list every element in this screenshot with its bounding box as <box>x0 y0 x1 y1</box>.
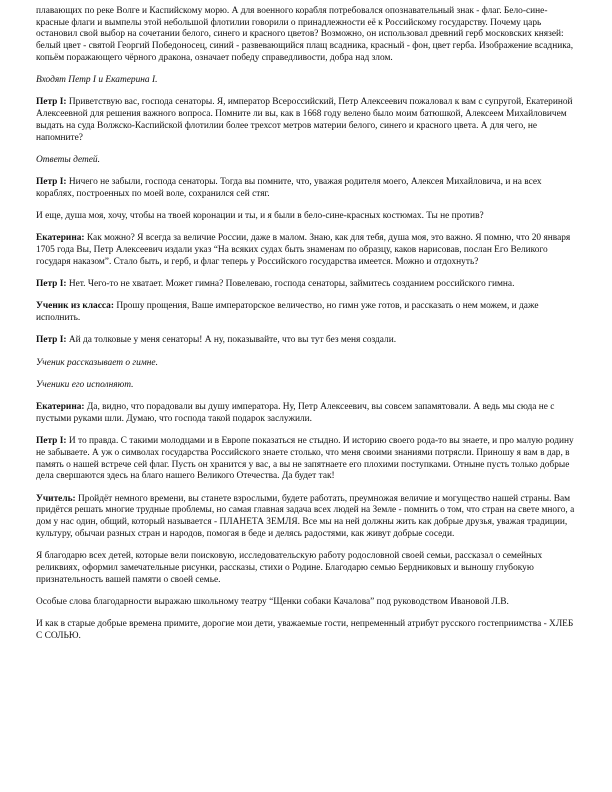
speech-paragraph <box>36 436 576 483</box>
speaker-name: Ученик из класса: <box>36 301 114 312</box>
stage-direction: Входят Петр I и Екатерина I. <box>36 75 158 86</box>
speaker-name: Петр I: <box>36 177 67 188</box>
speaker-name: Петр I: <box>36 97 67 108</box>
speech-text: Пройдёт немного времени, вы станете взрослыми, будете работать, преумножая величие и могущество нашей страны. Вам придётся решать многие трудные проблемы, но самая главная задача всех людей на Земле - помнить о том, что стран на свете много, а дом у нас один, общий, который называется - ПЛАНЕТА ЗЕМЛЯ. Все мы на ней должны жить как добрые друзья, уважая традиции, культуру, обычаи разных стран и народов, помогая в беде и делясь радостями, как живут добрые соседи. <box>36 493 575 539</box>
narrative-paragraph: плавающих по реке Волге и Каспийскому морю. А для военного корабля потребовался опознавательный знак - флаг. Бело-сине-красные флаги и вымпелы этой небольшой флотилии говорили о принадлежности её к Российскому государству. Почему царь остановил свой выбор на сочетании белого, синего и красного цветов? Возможно, он использовал древний герб московских князей: белый цвет - святой Георгий Победоносец, синий - развевающийся плащ всадника, красный - фон, цвет герба. Изображение всадника, копьём поражающего чёрного дракона, означает победу справедливости, добра над злом. <box>36 6 574 63</box>
speech-paragraph <box>36 335 576 347</box>
speaker-name: Екатерина: <box>36 233 85 244</box>
speech-paragraph <box>36 402 576 425</box>
speech-text: Приветствую вас, господа сенаторы. Я, император Всероссийский, Петр Алексеевич пожаловал к вам с супругой, Екатериной Алексеевной для решения важного вопроса. Помните ли вы, как в 1668 году велено было моим батюшкой, Алексеем Михайловичем выдать на суда Волжско-Каспийской флотилии более трехсот метров материи белого, синего и красного цвета. А для чего, не напомните? <box>36 97 573 143</box>
speaker-name: Петр I: <box>36 279 67 290</box>
speech-text: Да, видно, что порадовали вы душу императора. Ну, Петр Алексеевич, вы совсем запамятовали. А ведь мы сюда не с пустыми руками шли. Думаю, что господа такой подарок заслужили. <box>36 402 555 424</box>
speech-text: И то правда. С такими молодцами и в Европе показаться не стыдно. И историю своего рода-то вы знаете, и про малую родину не забываете. А уж о символах государства Российского знаете столько, что меня своими знаниями потрясли. Приношу я вам в дар, в память о нашей встрече сей флаг. Пусть он хранится у вас, а вы не запятнаете его плохими поступками. Отныне пусть только добрые дела свершаются здесь на благо нашего Великого Отечества. Да будет так! <box>36 436 574 482</box>
speech-paragraph <box>36 97 576 144</box>
speech-paragraph <box>36 177 576 200</box>
narrative-paragraph: И еще, душа моя, хочу, чтобы на твоей коронации и ты, и я были в бело-сине-красных костюмах. Ты не против? <box>36 211 484 222</box>
speech-paragraph <box>36 494 576 541</box>
narrative-paragraph: Особые слова благодарности выражаю школьному театру “Щенки собаки Качалова” под руководством Ивановой Л.В. <box>36 596 509 607</box>
narrative-paragraph: И как в старые добрые времена примите, дорогие мои дети, уважаемые гости, непременный атрибут русского гостеприимства - ХЛЕБ С СОЛЬЮ. <box>36 619 574 641</box>
speaker-name: Петр I: <box>36 335 67 346</box>
speech-paragraph <box>36 279 576 291</box>
speech-paragraph <box>36 301 576 324</box>
speech-text: Нет. Чего-то не хватает. Может гимна? Повелеваю, господа сенаторы, займитесь созданием российского гимна. <box>66 279 515 290</box>
speaker-name: Петр I: <box>36 436 67 447</box>
speech-text: Как можно? Я всегда за величие России, даже в малом. Знаю, как для тебя, душа моя, это важно. Я помню, что 20 января 1705 года Вы, Петр Алексеевич издали указ “На всяких судах быть знаменам по образцу, каков нарисовав, послан Его Великого государя наказом”. Стало быть, и герб, и флаг теперь у Российского государства имеется. Можно и отдохнуть? <box>36 233 571 267</box>
stage-direction: Ученик рассказывает о гимне. <box>36 357 158 368</box>
document-page <box>36 6 576 653</box>
speaker-name: Екатерина: <box>36 402 85 413</box>
stage-direction: Ученики его исполняют. <box>36 380 134 390</box>
stage-direction: Ответы детей. <box>36 154 100 165</box>
speech-paragraph <box>36 233 576 268</box>
narrative-paragraph: Я благодарю всех детей, которые вели поисковую, исследовательскую работу родословной своей семьи, рассказал о семейных реликвиях, оформил замечательные рисунки, рассказы, стихи о Родине. Благодарю семью Бердниковых и выношу глубокую признательность вашей памяти о своей семье. <box>36 551 543 585</box>
speaker-name: Учитель: <box>36 493 76 504</box>
speech-text: Ничего не забыли, господа сенаторы. Тогда вы помните, что, уважая родителя моего, Алексея Михайловича, и на всех кораблях, построенных по моей воле, сохранился сей стяг. <box>36 177 542 199</box>
speech-text: Ай да толковые у меня сенаторы! А ну, показывайте, что вы тут без меня создали. <box>66 335 397 346</box>
speech-text: Прошу прощения, Ваше императорское величество, но гимн уже готов, и рассказать о нем можем, и даже исполнить. <box>36 301 539 324</box>
